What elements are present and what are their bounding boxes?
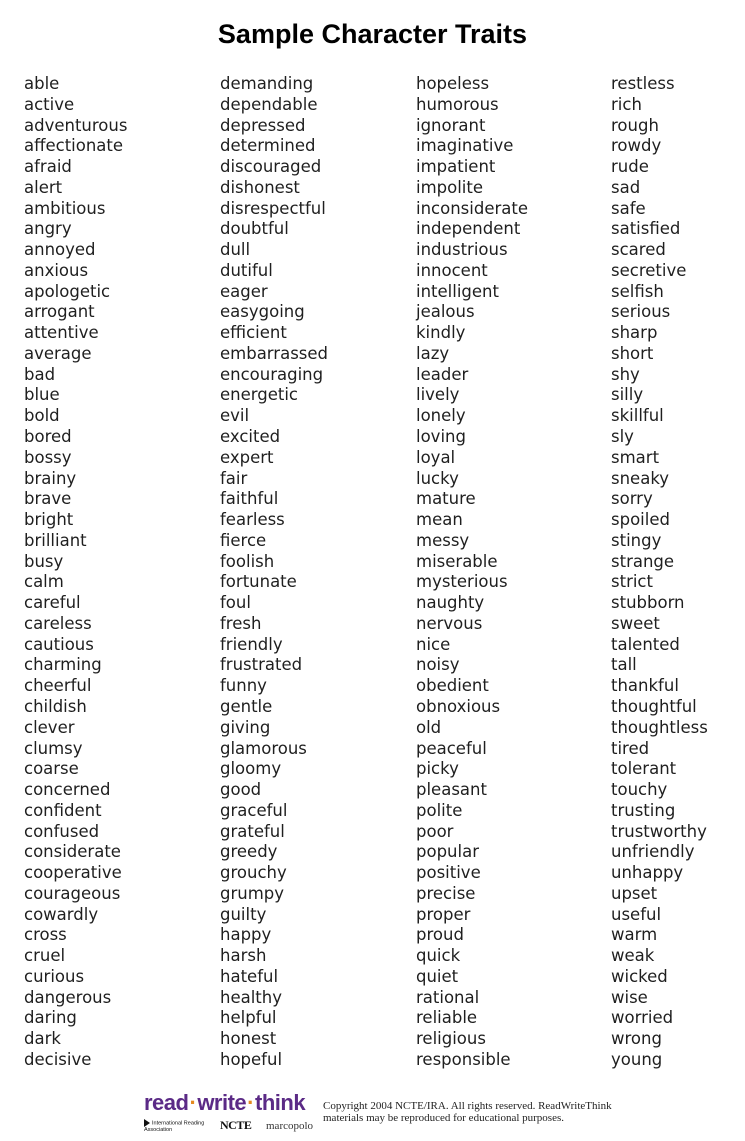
trait-item: encouraging	[220, 364, 324, 384]
trait-item: faithful	[220, 489, 279, 509]
logo-word-write: write	[197, 1090, 247, 1115]
trait-item: dark	[24, 1029, 61, 1049]
trait-item: frustrated	[220, 655, 303, 675]
trait-item: grateful	[220, 821, 285, 841]
trait-item: skillful	[611, 406, 664, 426]
trait-item: fair	[220, 468, 248, 488]
trait-item: thoughtful	[611, 696, 697, 716]
trait-item: charming	[24, 655, 102, 675]
trait-item: giving	[220, 717, 271, 737]
trait-item: angry	[24, 219, 72, 239]
trait-item: positive	[416, 863, 481, 883]
trait-item: quiet	[416, 966, 459, 986]
trait-item: able	[24, 74, 60, 93]
trait-item: messy	[416, 530, 470, 550]
trait-item: rowdy	[611, 136, 662, 156]
trait-item: responsible	[416, 1049, 511, 1069]
trait-item: quick	[416, 946, 461, 966]
trait-item: innocent	[416, 260, 488, 280]
trait-item: peaceful	[416, 738, 487, 758]
trait-item: leader	[416, 364, 469, 384]
copyright-line-1: Copyright 2004 NCTE/IRA. All rights reserved. ReadWriteThink	[323, 1100, 612, 1112]
trait-item: friendly	[220, 634, 283, 654]
copyright-notice	[323, 1100, 623, 1124]
trait-item: greedy	[220, 842, 278, 862]
trait-item: cowardly	[24, 904, 99, 924]
trait-item: thankful	[611, 676, 679, 696]
trait-item: strict	[611, 572, 653, 592]
partner-logos	[144, 1117, 320, 1135]
trait-item: stubborn	[611, 593, 685, 613]
trait-item: hateful	[220, 966, 279, 986]
trait-item: hopeless	[416, 74, 490, 93]
logo-dot: ·	[247, 1090, 254, 1115]
trait-item: fresh	[220, 613, 262, 633]
trait-item: concerned	[24, 780, 111, 800]
trait-item: intelligent	[416, 281, 499, 301]
trait-item: foul	[220, 593, 251, 613]
trait-item: confused	[24, 821, 100, 841]
trait-item: loyal	[416, 447, 456, 467]
trait-item: picky	[416, 759, 459, 779]
trait-item: warm	[611, 925, 658, 945]
trait-item: arrogant	[24, 302, 95, 322]
logo-word-read: read	[144, 1090, 189, 1115]
trait-column-4	[611, 74, 708, 1071]
trait-item: confident	[24, 800, 102, 820]
trait-item: touchy	[611, 780, 668, 800]
trait-item: wrong	[611, 1029, 662, 1049]
trait-item: apologetic	[24, 281, 111, 301]
trait-item: cruel	[24, 946, 66, 966]
trait-item: lucky	[416, 468, 459, 488]
trait-item: tolerant	[611, 759, 677, 779]
trait-item: rude	[611, 157, 649, 177]
trait-item: wicked	[611, 966, 668, 986]
trait-item: strange	[611, 551, 675, 571]
trait-item: fortunate	[220, 572, 297, 592]
trait-item: honest	[220, 1029, 277, 1049]
trait-item: guilty	[220, 904, 267, 924]
trait-item: bored	[24, 427, 72, 447]
trait-item: serious	[611, 302, 671, 322]
trait-item: noisy	[416, 655, 460, 675]
trait-item: religious	[416, 1029, 486, 1049]
copyright-line-2: materials may be reproduced for educational purposes.	[323, 1112, 564, 1124]
trait-item: decisive	[24, 1049, 92, 1069]
trait-item: considerate	[24, 842, 121, 862]
trait-item: miserable	[416, 551, 498, 571]
trait-item: discouraged	[220, 157, 322, 177]
trait-item: secretive	[611, 260, 687, 280]
trait-item: curious	[24, 966, 85, 986]
trait-item: unfriendly	[611, 842, 695, 862]
trait-item: average	[24, 343, 92, 363]
trait-item: old	[416, 717, 442, 737]
trait-item: grouchy	[220, 863, 287, 883]
trait-item: sorry	[611, 489, 653, 509]
ira-logo-text: International Reading Association	[144, 1120, 205, 1133]
readwritethink-logo	[144, 1090, 320, 1136]
trait-item: attentive	[24, 323, 99, 343]
trait-item: trustworthy	[611, 821, 707, 841]
trait-item: scared	[611, 240, 666, 260]
trait-item: efficient	[220, 323, 287, 343]
trait-item: cheerful	[24, 676, 92, 696]
trait-item: gloomy	[220, 759, 282, 779]
trait-item: disrespectful	[220, 198, 326, 218]
trait-item: determined	[220, 136, 316, 156]
trait-item: satisfied	[611, 219, 681, 239]
trait-item: poor	[416, 821, 454, 841]
trait-item: lazy	[416, 343, 450, 363]
trait-item: cautious	[24, 634, 94, 654]
trait-item: demanding	[220, 74, 314, 93]
trait-item: mysterious	[416, 572, 508, 592]
trait-item: energetic	[220, 385, 299, 405]
trait-item: talented	[611, 634, 680, 654]
trait-item: brave	[24, 489, 72, 509]
trait-item: independent	[416, 219, 521, 239]
trait-item: annoyed	[24, 240, 96, 260]
trait-item: anxious	[24, 260, 89, 280]
ncte-logo: NCTE	[220, 1118, 252, 1132]
trait-item: tired	[611, 738, 650, 758]
trait-item: impatient	[416, 157, 496, 177]
trait-item: bad	[24, 364, 56, 384]
trait-item: brilliant	[24, 530, 87, 550]
trait-item: smart	[611, 447, 660, 467]
trait-item: short	[611, 343, 654, 363]
trait-item: weak	[611, 946, 655, 966]
trait-item: tall	[611, 655, 637, 675]
ira-arrow-icon	[144, 1119, 150, 1127]
trait-item: jealous	[416, 302, 475, 322]
trait-item: alert	[24, 177, 63, 197]
trait-item: bossy	[24, 447, 72, 467]
trait-item: cross	[24, 925, 67, 945]
trait-item: pleasant	[416, 780, 487, 800]
trait-item: fearless	[220, 510, 285, 530]
trait-item: ignorant	[416, 115, 486, 135]
trait-item: happy	[220, 925, 272, 945]
trait-item: clever	[24, 717, 75, 737]
trait-item: depressed	[220, 115, 306, 135]
trait-item: healthy	[220, 987, 282, 1007]
ira-logo	[144, 1119, 208, 1133]
trait-item: young	[611, 1049, 663, 1069]
trait-item: fierce	[220, 530, 267, 550]
trait-item: sly	[611, 427, 634, 447]
trait-item: good	[220, 780, 262, 800]
trait-item: useful	[611, 904, 662, 924]
logo-wordmark	[144, 1090, 305, 1116]
trait-item: impolite	[416, 177, 484, 197]
trait-item: dull	[220, 240, 251, 260]
trait-item: graceful	[220, 800, 288, 820]
trait-item: active	[24, 94, 75, 114]
trait-item: upset	[611, 883, 658, 903]
trait-item: blue	[24, 385, 60, 405]
trait-item: helpful	[220, 1008, 277, 1028]
trait-item: bright	[24, 510, 74, 530]
trait-item: polite	[416, 800, 463, 820]
trait-item: foolish	[220, 551, 275, 571]
trait-item: bold	[24, 406, 60, 426]
trait-item: precise	[416, 883, 476, 903]
trait-item: evil	[220, 406, 250, 426]
trait-item: unhappy	[611, 863, 684, 883]
trait-item: excited	[220, 427, 281, 447]
footer	[144, 1090, 624, 1136]
marcopolo-logo: marcopolo	[266, 1120, 314, 1132]
trait-item: cooperative	[24, 863, 122, 883]
trait-item: ambitious	[24, 198, 106, 218]
trait-item: wise	[611, 987, 648, 1007]
page-title: Sample Character Traits	[217, 19, 528, 49]
trait-item: naughty	[416, 593, 485, 613]
trait-item: sneaky	[611, 468, 670, 488]
trait-item: sad	[611, 177, 641, 197]
trait-item: dependable	[220, 94, 318, 114]
trait-item: adventurous	[24, 115, 128, 135]
trait-item: imaginative	[416, 136, 514, 156]
trait-item: stingy	[611, 530, 662, 550]
trait-item: worried	[611, 1008, 674, 1028]
trait-item: hopeful	[220, 1049, 283, 1069]
trait-item: affectionate	[24, 136, 124, 156]
trait-item: safe	[611, 198, 646, 218]
trait-item: grumpy	[220, 883, 285, 903]
trait-item: expert	[220, 447, 274, 467]
logo-word-think: think	[255, 1090, 306, 1115]
trait-item: trusting	[611, 800, 676, 820]
trait-item: glamorous	[220, 738, 307, 758]
trait-item: humorous	[416, 94, 499, 114]
trait-column-2	[220, 74, 328, 1071]
trait-item: nice	[416, 634, 451, 654]
trait-item: gentle	[220, 696, 273, 716]
trait-item: lonely	[416, 406, 466, 426]
trait-item: industrious	[416, 240, 508, 260]
trait-item: reliable	[416, 1008, 478, 1028]
trait-item: restless	[611, 74, 675, 93]
trait-item: dangerous	[24, 987, 112, 1007]
trait-item: daring	[24, 1008, 77, 1028]
trait-item: lively	[416, 385, 460, 405]
trait-item: nervous	[416, 613, 483, 633]
trait-item: kindly	[416, 323, 466, 343]
trait-item: afraid	[24, 157, 72, 177]
trait-item: harsh	[220, 946, 267, 966]
trait-item: obedient	[416, 676, 489, 696]
trait-item: inconsiderate	[416, 198, 528, 218]
trait-item: sweet	[611, 613, 660, 633]
trait-item: calm	[24, 572, 64, 592]
trait-item: proper	[416, 904, 471, 924]
trait-item: silly	[611, 385, 644, 405]
trait-item: popular	[416, 842, 479, 862]
trait-item: eager	[220, 281, 268, 301]
trait-column-1	[24, 74, 127, 1071]
trait-item: rational	[416, 987, 480, 1007]
trait-item: spoiled	[611, 510, 670, 530]
trait-item: childish	[24, 696, 87, 716]
trait-column-3	[416, 74, 528, 1071]
trait-item: brainy	[24, 468, 77, 488]
trait-item: busy	[24, 551, 64, 571]
trait-item: obnoxious	[416, 696, 501, 716]
trait-item: clumsy	[24, 738, 83, 758]
trait-item: selfish	[611, 281, 664, 301]
trait-item: rough	[611, 115, 659, 135]
logo-dot: ·	[189, 1090, 197, 1115]
trait-item: easygoing	[220, 302, 305, 322]
trait-item: shy	[611, 364, 640, 384]
trait-item: doubtful	[220, 219, 289, 239]
trait-item: rich	[611, 94, 642, 114]
trait-item: dishonest	[220, 177, 300, 197]
trait-item: careless	[24, 613, 92, 633]
trait-item: mature	[416, 489, 476, 509]
trait-item: careful	[24, 593, 81, 613]
trait-item: embarrassed	[220, 343, 329, 363]
trait-item: coarse	[24, 759, 79, 779]
trait-item: loving	[416, 427, 466, 447]
trait-item: dutiful	[220, 260, 273, 280]
trait-item: proud	[416, 925, 464, 945]
trait-item: sharp	[611, 323, 658, 343]
trait-item: funny	[220, 676, 267, 696]
trait-item: mean	[416, 510, 463, 530]
trait-item: thoughtless	[611, 717, 708, 737]
trait-item: courageous	[24, 883, 121, 903]
